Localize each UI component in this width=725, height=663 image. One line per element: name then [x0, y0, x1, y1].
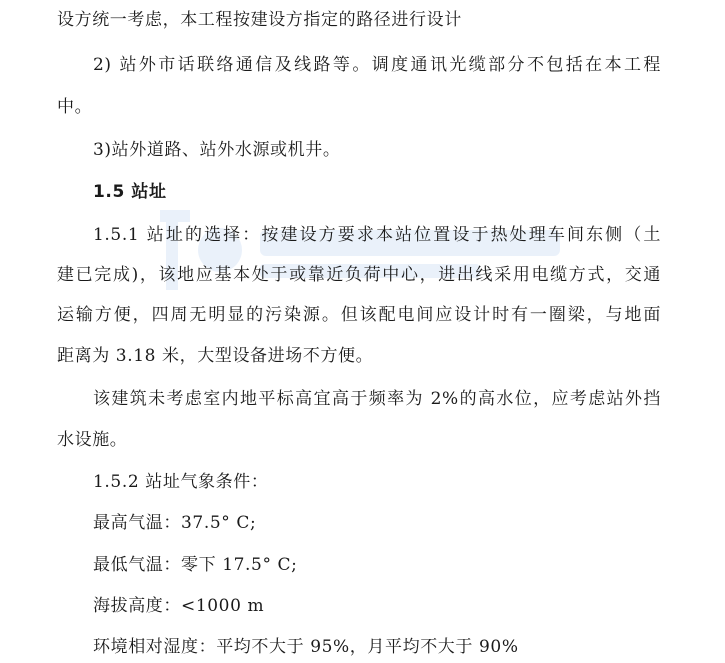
watermark-logo	[120, 190, 600, 310]
text-line-7: 建已完成)，该地应基本处于或靠近负荷中心，进出线采用电缆方式，交通	[57, 265, 661, 285]
text-line-11: 水设施。	[57, 430, 128, 450]
text-line-2: 2) 站外市话联络通信及线路等。调度通讯光缆部分不包括在本工程	[93, 55, 661, 75]
text-line-1: 设方统一考虑，本工程按建设方指定的路径进行设计	[57, 10, 462, 30]
text-line-13: 最高气温：37.5° C;	[93, 513, 257, 533]
text-line-4: 3)站外道路、站外水源或机井。	[93, 140, 341, 160]
text-line-16: 环境相对湿度：平均不大于 95%，月平均不大于 90%	[93, 637, 519, 657]
text-line-14: 最低气温：零下 17.5° C;	[93, 555, 298, 575]
section-heading: 1.5 站址	[93, 182, 167, 202]
text-line-8: 运输方便，四周无明显的污染源。但该配电间应设计时有一圈梁，与地面	[57, 305, 661, 325]
text-line-10: 该建筑未考虑室内地平标高宜高于频率为 2%的高水位，应考虑站外挡	[93, 389, 661, 409]
text-line-9: 距离为 3.18 米，大型设备进场不方便。	[57, 346, 374, 366]
text-line-12: 1.5.2 站址气象条件：	[93, 472, 269, 492]
text-line-15: 海拔高度：<1000 m	[93, 596, 265, 616]
text-line-6: 1.5.1 站址的选择：按建设方要求本站位置设于热处理车间东侧（土	[93, 225, 661, 245]
text-line-3: 中。	[57, 97, 93, 117]
